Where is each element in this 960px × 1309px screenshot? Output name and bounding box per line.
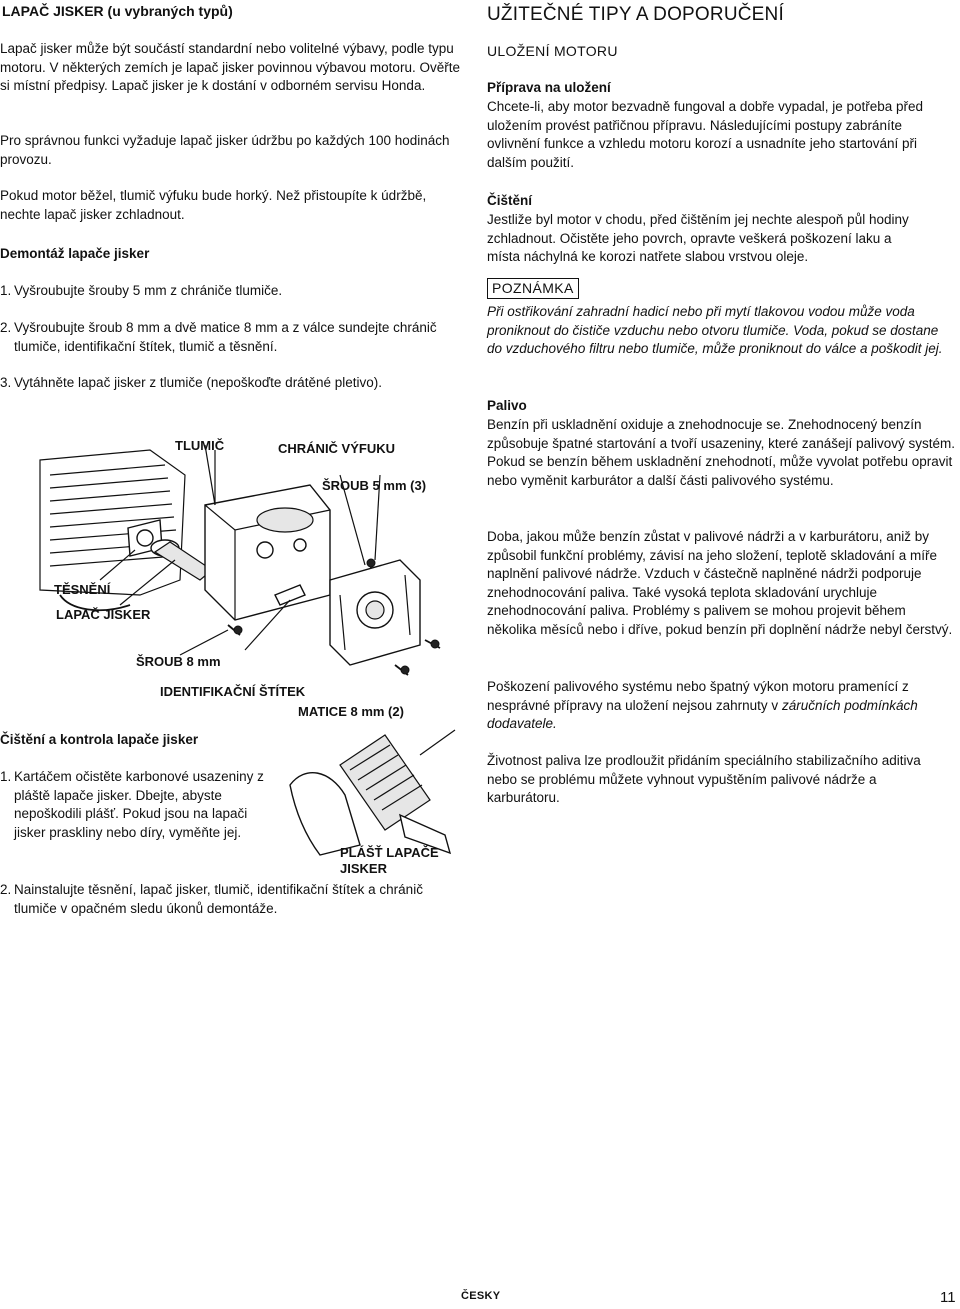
- footer-language: ČESKY: [461, 1290, 501, 1302]
- fuel-paragraph-3: Poškození palivového systému nebo špatný výkon motoru pramenící z nesprávné přípravy na uložení nejsou zahrnuty v záručních podmínkách dodavatele.: [487, 679, 918, 732]
- label-nuts-8mm: MATICE 8 mm (2): [298, 704, 404, 719]
- label-arrester-screen: PLÁŠŤ LAPAČE JISKER: [340, 845, 439, 876]
- label-muffler-protector: CHRÁNIČ VÝFUKU: [278, 441, 395, 456]
- label-spark-arrester: LAPAČ JISKER: [56, 607, 151, 622]
- spark-arrester-title: LAPAČ JISKER (u vybraných typů): [2, 3, 233, 19]
- brush-head-drawing: [340, 735, 430, 830]
- maintenance-paragraph: Pro správnou funkci vyžaduje lapač jisker údržbu po každých 100 hodinách provozu.: [0, 133, 450, 167]
- note-paragraph: Při ostřikování zahradní hadicí nebo při mytí tlakovou vodou může voda proniknout do čističe vzduchu nebo otvoru tlumiče. Voda, pokud se dostane do vzduchového filtru nebo tlumiče, může proniknout do válce a poškodit jej.: [487, 304, 943, 357]
- muffler-drawing: [205, 450, 330, 620]
- note-label: POZNÁMKA: [487, 278, 579, 299]
- label-id-plate: IDENTIFIKAČNÍ ŠTÍTEK: [160, 684, 306, 699]
- cleaning-storage-paragraph: Jestliže byl motor v chodu, před čištěním jej nechte alespoň půl hodiny zchladnout. Očistěte jeho povrch, opravte veškerá poškození laku a místa náchylná ke korozi natřete slabou vrstvou oleje.: [487, 212, 909, 265]
- removal-step-3: 3. Vytáhněte lapač jisker z tlumiče (nepoškoďte drátěné pletivo).: [0, 375, 382, 390]
- fuel-paragraph-4: Životnost paliva lze prodloužit přidáním speciálního stabilizačního aditiva nebo se problému můžete vyhnout vypuštěním palivové nádrže a karburátoru.: [487, 753, 921, 806]
- brush-cleaning-illustration: [280, 725, 460, 860]
- removal-heading: Demontáž lapače jisker: [0, 246, 150, 261]
- cleaning-heading: Čištění a kontrola lapače jisker: [0, 732, 199, 747]
- muffler-exploded-illustration: [0, 420, 470, 720]
- hand-drawing: [290, 773, 360, 855]
- label-muffler: TLUMIČ: [175, 438, 225, 453]
- removal-step-1: 1. Vyšroubujte šrouby 5 mm z chrániče tlumiče.: [0, 283, 283, 298]
- prep-paragraph: Chcete-li, aby motor bezvadně fungoval a dobře vypadal, je potřeba před uložením provést patřičnou přípravu. Následujícími postupy zabráníte ovlivnění funkce a vzhledu motoru korozí a usnadníte jeho startování při dalším použití.: [487, 99, 924, 170]
- cleaning-step-2: 2. Nainstalujte těsnění, lapač jisker, tlumič, identifikační štítek a chránič tlumiče v opačném sledu úkonů demontáže.: [0, 882, 423, 916]
- label-bolt-8mm: ŠROUB 8 mm: [136, 654, 221, 669]
- cleaning-storage-heading: Čištění: [487, 193, 533, 208]
- fuel-heading: Palivo: [487, 398, 527, 413]
- muffler-protector-drawing: [330, 475, 420, 665]
- tips-title: UŽITEČNÉ TIPY A DOPORUČENÍ: [487, 4, 784, 25]
- intro-paragraph: Lapač jisker může být součástí standardní nebo volitelné výbavy, podle typu motoru. V některých zemích je lapač jisker povinnou výbavou motoru. Ověřte si místní předpisy. Lapač jisker je k dostání v odborném servisu Honda.: [0, 41, 460, 94]
- label-bolt-5mm: ŠROUB 5 mm (3): [322, 478, 427, 493]
- page-number: 11: [940, 1289, 956, 1306]
- cleaning-step-1: 1. Kartáčem očistěte karbonové usazeniny z pláště lapače jisker. Dbejte, abyste nepoškodili plášť. Pokud jsou na lapači jisker praskliny nebo díry, vyměňte jej.: [0, 769, 264, 840]
- hot-muffler-paragraph: Pokud motor běžel, tlumič výfuku bude horký. Než přistoupíte k údržbě, nechte lapač jisker zchladnout.: [0, 188, 427, 222]
- note-box: [487, 278, 579, 299]
- prep-heading: Příprava na uložení: [487, 80, 611, 95]
- removal-step-2: 2. Vyšroubujte šroub 8 mm a dvě matice 8 mm a z válce sundejte chránič tlumiče, identifikační štítek, tlumič a těsnění.: [0, 320, 437, 354]
- label-gasket: TĚSNĚNÍ: [54, 582, 111, 597]
- fuel-paragraph-2: Doba, jakou může benzín zůstat v palivové nádrži a v karburátoru, aniž by způsobil funkční problémy, závisí na jeho složení, teplotě skladování a míře naplnění palivové nádrže. Vzduch v částečně naplněné nádrži podporuje znehodnocování paliva. Také vysoká teplota skladování urychluje znehodnocování paliva. Problémy s palivem se mohou projevit během několika měsíců nebo i dříve, pokud benzín při doplnění nádrže nebyl čerstvý.: [487, 529, 953, 637]
- storage-subtitle: ULOŽENÍ MOTORU: [487, 43, 618, 59]
- fuel-paragraph-1: Benzín při uskladnění oxiduje a znehodnocuje se. Znehodnocený benzín způsobuje špatné startování a tvoří usazeniny, které zanášejí palivový systém. Pokud se benzín během uskladnění znehodnotí, může vyvolat potřebu opravit nebo vyměnit karburátor a další části palivového systému.: [487, 417, 955, 488]
